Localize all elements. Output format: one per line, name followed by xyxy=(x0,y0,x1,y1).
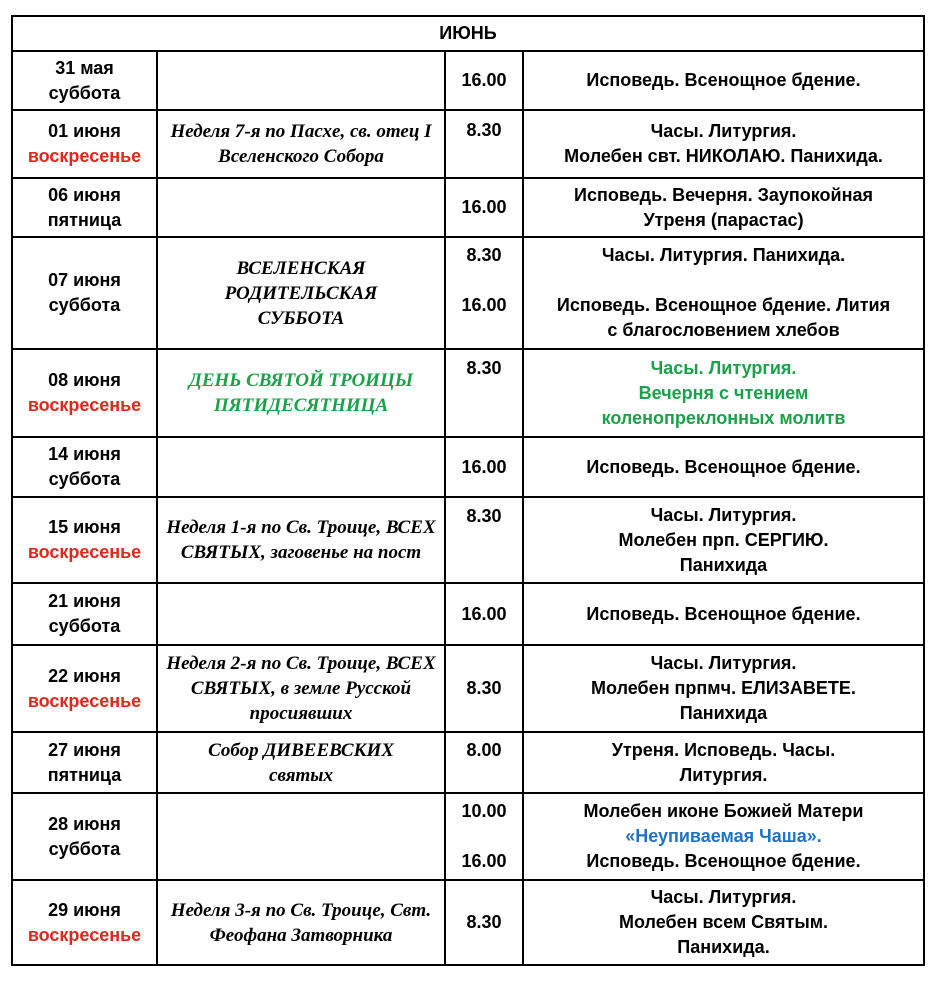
service-line: Вечерня с чтением xyxy=(638,382,809,403)
service-line: Исповедь. Всенощное бдение. xyxy=(586,456,861,477)
feast-name: Собор ДИВЕЕВСКИХ святых xyxy=(208,739,394,786)
schedule-row xyxy=(12,497,924,583)
feast-cell xyxy=(157,437,445,497)
date-cell xyxy=(12,583,157,645)
time-cell xyxy=(445,793,523,880)
schedule-row xyxy=(12,178,924,237)
time-cell xyxy=(445,583,523,645)
service-cell xyxy=(523,51,924,110)
date: 31 мая xyxy=(55,57,114,78)
time: 16.00 xyxy=(461,70,507,90)
time-cell xyxy=(445,437,523,497)
date-cell xyxy=(12,110,157,178)
time-cell xyxy=(445,237,523,349)
date: 01 июня xyxy=(48,121,121,141)
time: 16.00 xyxy=(461,851,507,871)
month-header-row xyxy=(12,16,924,51)
time: 8.00 xyxy=(466,740,502,760)
feast-name: Неделя 3-я по Св. Троице, Свт. Феофана Затворника xyxy=(170,899,432,946)
service-line: Панихида. xyxy=(677,937,770,957)
time: 8.30 xyxy=(466,358,502,378)
feast-name: Неделя 1-я по Св. Троице, ВСЕХ СВЯТЫХ, заговенье на пост xyxy=(166,517,436,563)
schedule-row xyxy=(12,583,924,645)
date-cell xyxy=(12,237,157,349)
service-line: Исповедь. Вечерня. Заупокойная xyxy=(574,184,873,205)
weekday: суббота xyxy=(48,469,121,489)
service-line: Часы. Литургия. xyxy=(650,887,797,907)
time-cell xyxy=(445,110,523,178)
time-cell xyxy=(445,51,523,110)
date-cell xyxy=(12,349,157,437)
time: 16.00 xyxy=(461,456,507,477)
feast-cell xyxy=(157,645,445,732)
feast-cell xyxy=(157,349,445,437)
feast-cell xyxy=(157,497,445,583)
schedule xyxy=(11,15,923,966)
feast-cell xyxy=(157,178,445,237)
feast-name: Неделя 2-я по Св. Троице, ВСЕХ СВЯТЫХ, в земле Русской просиявших xyxy=(166,653,436,724)
date: 29 июня xyxy=(48,899,121,920)
time: 8.30 xyxy=(466,506,502,526)
service-line: Часы. Литургия. Панихида. xyxy=(601,245,846,265)
time-cell xyxy=(445,880,523,965)
date-cell xyxy=(12,437,157,497)
time-cell xyxy=(445,497,523,583)
schedule-row xyxy=(12,437,924,497)
date: 07 июня xyxy=(48,270,121,290)
weekday: суббота xyxy=(48,295,121,315)
schedule-row xyxy=(12,51,924,110)
time: 10.00 xyxy=(461,801,507,821)
weekday: пятница xyxy=(47,764,122,785)
feast-name: ДЕНЬ СВЯТОЙ ТРОИЦЫ ПЯТИДЕСЯТНИЦА xyxy=(188,370,414,416)
date: 22 июня xyxy=(48,665,121,686)
weekday: воскресенье xyxy=(27,924,142,945)
service-line: Утреня. Исповедь. Часы. xyxy=(611,739,836,760)
service-cell xyxy=(523,349,924,437)
date-cell xyxy=(12,793,157,880)
schedule-row xyxy=(12,880,924,965)
date: 28 июня xyxy=(48,813,121,834)
date: 08 июня xyxy=(48,370,121,390)
time: 8.30 xyxy=(466,678,502,698)
spacer xyxy=(528,268,919,293)
weekday: воскресенье xyxy=(27,146,142,166)
service-cell xyxy=(523,880,924,965)
date-cell xyxy=(12,880,157,965)
feast-cell xyxy=(157,732,445,793)
date: 27 июня xyxy=(48,739,121,760)
date: 15 июня xyxy=(48,517,121,537)
service-cell xyxy=(523,437,924,497)
spacer xyxy=(450,268,518,293)
date: 21 июня xyxy=(48,591,121,611)
date-cell xyxy=(12,51,157,110)
service-cell xyxy=(523,178,924,237)
service-line: Исповедь. Всенощное бдение. Лития xyxy=(556,295,891,315)
weekday: пятница xyxy=(47,209,122,230)
date-cell xyxy=(12,645,157,732)
service-line: Панихида xyxy=(679,703,768,723)
time-cell xyxy=(445,178,523,237)
date-cell xyxy=(12,497,157,583)
schedule-row xyxy=(12,793,924,880)
service-line: Утреня (парастас) xyxy=(643,209,804,230)
service-cell xyxy=(523,237,924,349)
service-line: Молебен иконе Божией Матери xyxy=(583,801,864,821)
service-line: Часы. Литургия. xyxy=(650,504,797,525)
service-cell xyxy=(523,793,924,880)
service-line: Исповедь. Всенощное бдение. xyxy=(586,603,861,624)
time-cell xyxy=(445,732,523,793)
feast-cell xyxy=(157,110,445,178)
weekday: воскресенье xyxy=(27,395,142,415)
service-line: с благословением хлебов xyxy=(607,320,840,340)
weekday: суббота xyxy=(48,616,121,636)
weekday: воскресенье xyxy=(27,542,142,562)
month-title: ИЮНЬ xyxy=(12,16,924,51)
date: 06 июня xyxy=(48,184,121,205)
time: 8.30 xyxy=(466,245,502,265)
service-line: Часы. Литургия. xyxy=(650,357,797,378)
service-line: Молебен прпмч. ЕЛИЗАВЕТЕ. xyxy=(591,678,856,698)
service-line: Панихида xyxy=(679,554,768,575)
service-cell xyxy=(523,645,924,732)
feast-cell xyxy=(157,583,445,645)
feast-name: ВСЕЛЕНСКАЯ РОДИТЕЛЬСКАЯ СУББОТА xyxy=(224,257,378,329)
time: 8.30 xyxy=(466,120,502,140)
service-cell xyxy=(523,583,924,645)
service-line: Часы. Литургия. xyxy=(650,121,797,141)
feast-cell xyxy=(157,793,445,880)
date-cell xyxy=(12,178,157,237)
feast-cell xyxy=(157,880,445,965)
service-cell xyxy=(523,497,924,583)
service-line: Исповедь. Всенощное бдение. xyxy=(586,851,861,871)
service-line: Исповедь. Всенощное бдение. xyxy=(586,70,861,90)
service-line: Молебен всем Святым. xyxy=(618,912,829,932)
time: 8.30 xyxy=(466,912,502,932)
feast-cell xyxy=(157,237,445,349)
date-cell xyxy=(12,732,157,793)
service-line: Молебен свт. НИКОЛАЮ. Панихида. xyxy=(564,146,883,166)
schedule-table xyxy=(11,15,925,966)
service-line: коленопреклонных молитв xyxy=(601,407,846,428)
schedule-row xyxy=(12,349,924,437)
icon-name: «Неупиваемая Чаша». xyxy=(625,826,822,846)
time-cell xyxy=(445,349,523,437)
service-line: Часы. Литургия. xyxy=(650,653,797,673)
weekday: воскресенье xyxy=(27,690,142,711)
schedule-row xyxy=(12,645,924,732)
weekday: суббота xyxy=(48,82,121,103)
schedule-row xyxy=(12,732,924,793)
date: 14 июня xyxy=(48,444,121,464)
time-cell xyxy=(445,645,523,732)
time: 16.00 xyxy=(461,197,507,217)
feast-cell xyxy=(157,51,445,110)
time: 16.00 xyxy=(461,603,507,624)
feast-name: Неделя 7-я по Пасхе, св. отец I Вселенского Собора xyxy=(170,121,432,167)
weekday: суббота xyxy=(48,838,121,859)
service-line: Молебен прп. СЕРГИЮ. xyxy=(618,529,829,550)
time: 16.00 xyxy=(461,295,507,315)
schedule-row xyxy=(12,237,924,349)
schedule-row xyxy=(12,110,924,178)
spacer xyxy=(450,824,518,849)
service-line: Литургия. xyxy=(679,764,768,785)
service-cell xyxy=(523,732,924,793)
service-cell xyxy=(523,110,924,178)
